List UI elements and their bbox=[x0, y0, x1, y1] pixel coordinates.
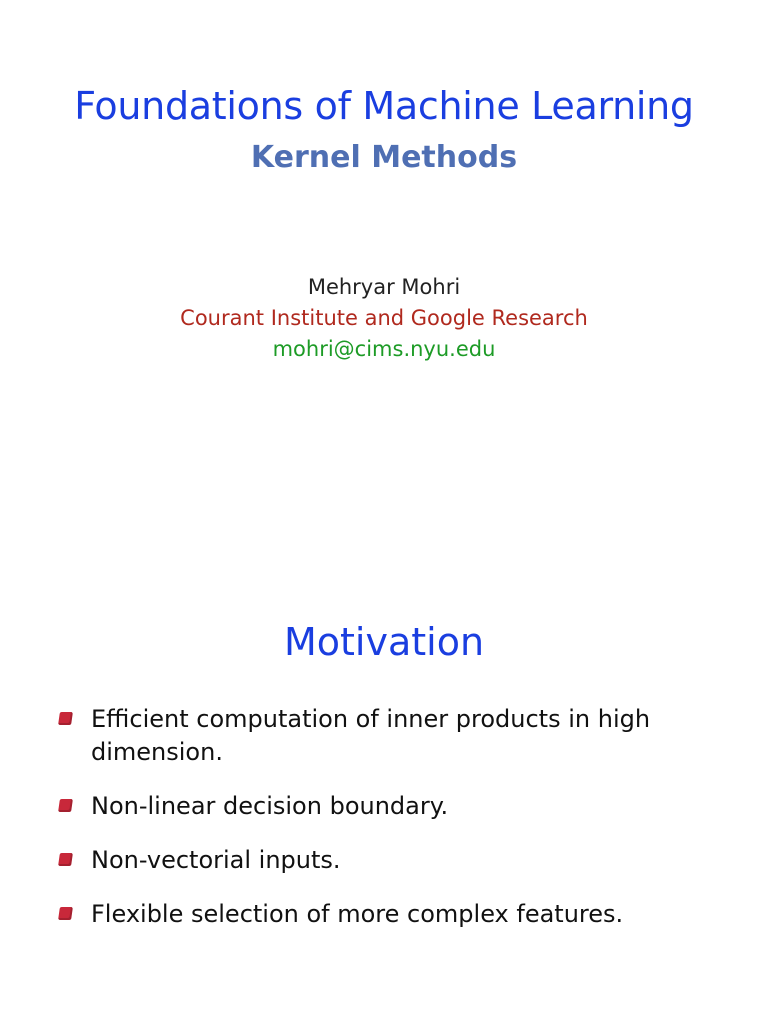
bullet-text: Non-linear decision boundary. bbox=[91, 792, 449, 820]
red-square-bullet-icon bbox=[58, 712, 73, 725]
red-square-bullet-icon bbox=[58, 853, 73, 866]
author-affiliation: Courant Institute and Google Research bbox=[180, 306, 588, 330]
bullet-list bbox=[56, 703, 716, 952]
list-item bbox=[56, 844, 716, 877]
list-item bbox=[56, 703, 716, 769]
author-name: Mehryar Mohri bbox=[307, 275, 461, 299]
bullet-text: Efficient computation of inner products in high dimension. bbox=[91, 705, 651, 766]
red-square-bullet-icon bbox=[58, 907, 73, 920]
bullet-text: Non-vectorial inputs. bbox=[91, 846, 341, 874]
author-block bbox=[0, 272, 768, 365]
red-square-bullet-icon bbox=[58, 799, 73, 812]
bullet-text: Flexible selection of more complex features. bbox=[91, 900, 624, 928]
section-title: Motivation bbox=[283, 620, 485, 664]
motivation-slide bbox=[0, 512, 768, 1024]
list-item bbox=[56, 898, 716, 931]
author-email: mohri@cims.nyu.edu bbox=[272, 337, 496, 361]
slide-subtitle: Kernel Methods bbox=[250, 140, 518, 175]
slide-title: Foundations of Machine Learning bbox=[74, 84, 694, 128]
list-item bbox=[56, 790, 716, 823]
